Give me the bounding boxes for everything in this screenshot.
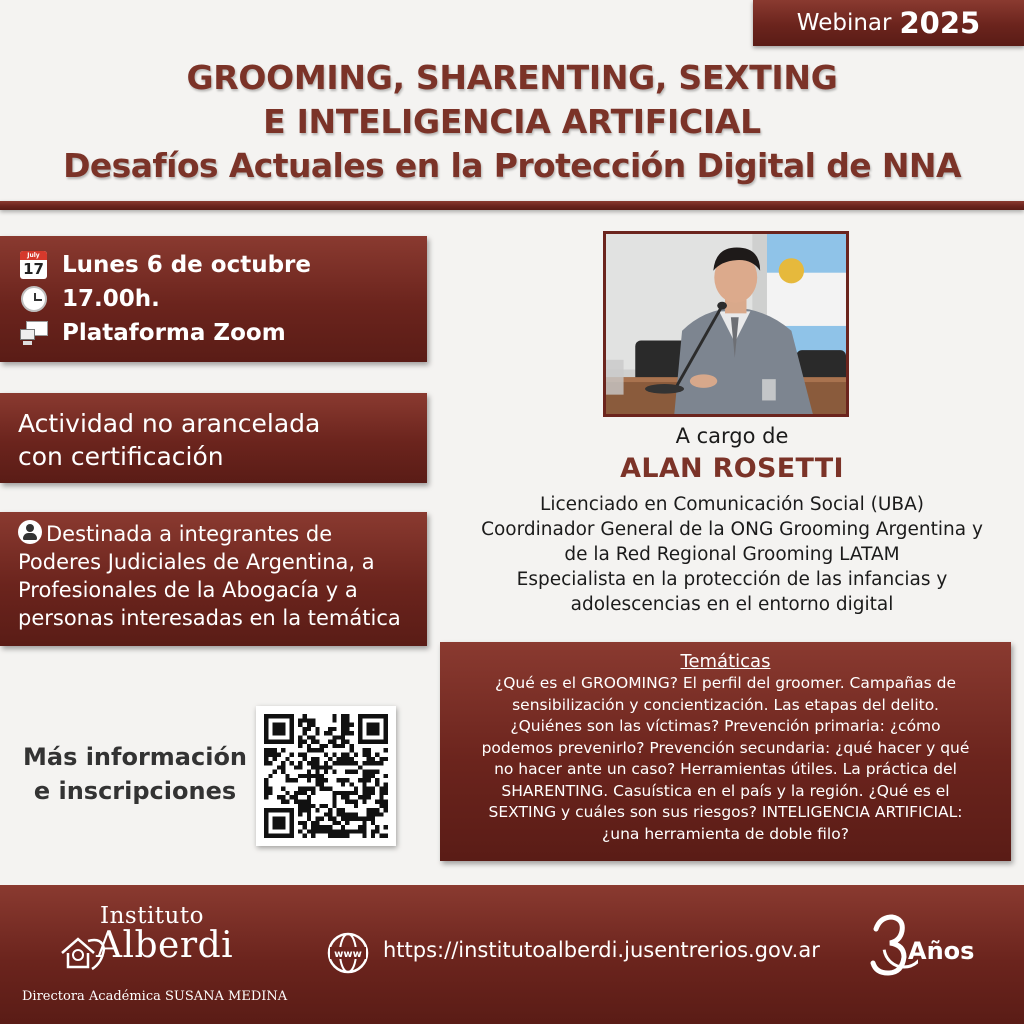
logo-text-alberdi: Alberdi — [96, 925, 234, 966]
topics-line: SEXTING y cuáles son sus riesgos? INTELIGENCIA ARTIFICIAL: — [488, 803, 963, 821]
person-icon — [18, 520, 42, 544]
topics-line: ¿Quiénes son las víctimas? Prevención primaria: ¿cómo — [510, 717, 941, 735]
speaker-bio-line: Licenciado en Comunicación Social (UBA) — [540, 494, 924, 515]
qr-code[interactable] — [256, 706, 396, 846]
fee-info-box — [0, 393, 427, 483]
title-divider — [0, 201, 1024, 210]
fee-line-1: Actividad no arancelada — [18, 409, 321, 438]
event-date-row — [18, 248, 427, 282]
speaker-bio — [440, 492, 1024, 617]
event-platform: Plataforma Zoom — [62, 320, 286, 346]
calendar-icon: July 17 — [18, 251, 50, 279]
topics-heading: Temáticas — [680, 651, 771, 672]
website-link[interactable]: https://institutoalberdi.jusentrerios.gov.ar — [383, 938, 820, 962]
topics-box — [440, 642, 1011, 861]
speaker-name: ALAN ROSETTI — [620, 453, 844, 484]
audience-line-4: personas interesadas en la temática — [18, 606, 401, 630]
event-date: Lunes 6 de octubre — [62, 252, 311, 278]
event-platform-row — [18, 316, 427, 350]
event-details-box — [0, 236, 427, 362]
academic-director: Directora Académica SUSANA MEDINA — [22, 989, 288, 1004]
speaker-bio-line: de la Red Regional Grooming LATAM — [564, 544, 900, 565]
topics-line: no hacer ante un caso? Herramientas útiles. La práctica del — [494, 760, 957, 778]
more-info-line-2: e inscripciones — [33, 777, 237, 805]
title-line-3: Desafíos Actuales en la Protección Digital de NNA — [63, 146, 961, 185]
speaker-photo — [603, 231, 849, 417]
audience-line-1: Destinada a integrantes de — [46, 522, 333, 546]
audience-box — [0, 512, 427, 646]
speaker-bio-line: Coordinador General de la ONG Grooming Argentina y — [481, 519, 983, 540]
more-info-text — [20, 740, 250, 808]
title-line-2: E INTELIGENCIA ARTIFICIAL — [263, 102, 761, 141]
svg-text:www: www — [334, 949, 362, 960]
topics-line: sensibilización y concientización. Las etapas del delito. — [512, 695, 939, 714]
footer — [0, 885, 1024, 1024]
monitor-icon — [18, 319, 50, 347]
webinar-badge — [753, 0, 1024, 46]
more-info-line-1: Más información — [22, 743, 248, 771]
topics-line: ¿Qué es el GROOMING? El perfil del groomer. Campañas de — [494, 674, 957, 692]
event-time: 17.00h. — [62, 286, 160, 312]
speaker-bio-line: adolescencias en el entorno digital — [570, 594, 894, 615]
title-line-1: GROOMING, SHARENTING, SEXTING — [186, 58, 838, 97]
audience-line-3: Profesionales de la Abogacía y a — [18, 578, 358, 602]
qr-code-graphic — [264, 714, 388, 838]
speaker-bio-line: Especialista en la protección de las infancias y — [516, 569, 948, 590]
logo-text-instituto: Instituto — [100, 903, 204, 929]
event-time-row — [18, 282, 427, 316]
webinar-label: Webinar — [796, 10, 892, 36]
topics-line: ¿una herramienta de doble filo? — [602, 824, 849, 843]
audience-line-2: Poderes Judiciales de Argentina, a — [18, 550, 375, 574]
clock-icon — [18, 285, 50, 313]
anniversary-label: Años — [908, 937, 975, 965]
webinar-year: 2025 — [899, 6, 981, 40]
fee-line-2: con certificación — [18, 442, 224, 471]
topics-line: podemos prevenirlo? Prevención secundaria: ¿qué hacer y qué — [481, 738, 970, 757]
globe-icon — [326, 931, 370, 975]
topics-body — [440, 673, 1011, 845]
speaker-intro: A cargo de — [675, 424, 789, 448]
topics-line: SHARENTING. Casuística en el país y la región. ¿Qué es el — [501, 781, 950, 800]
